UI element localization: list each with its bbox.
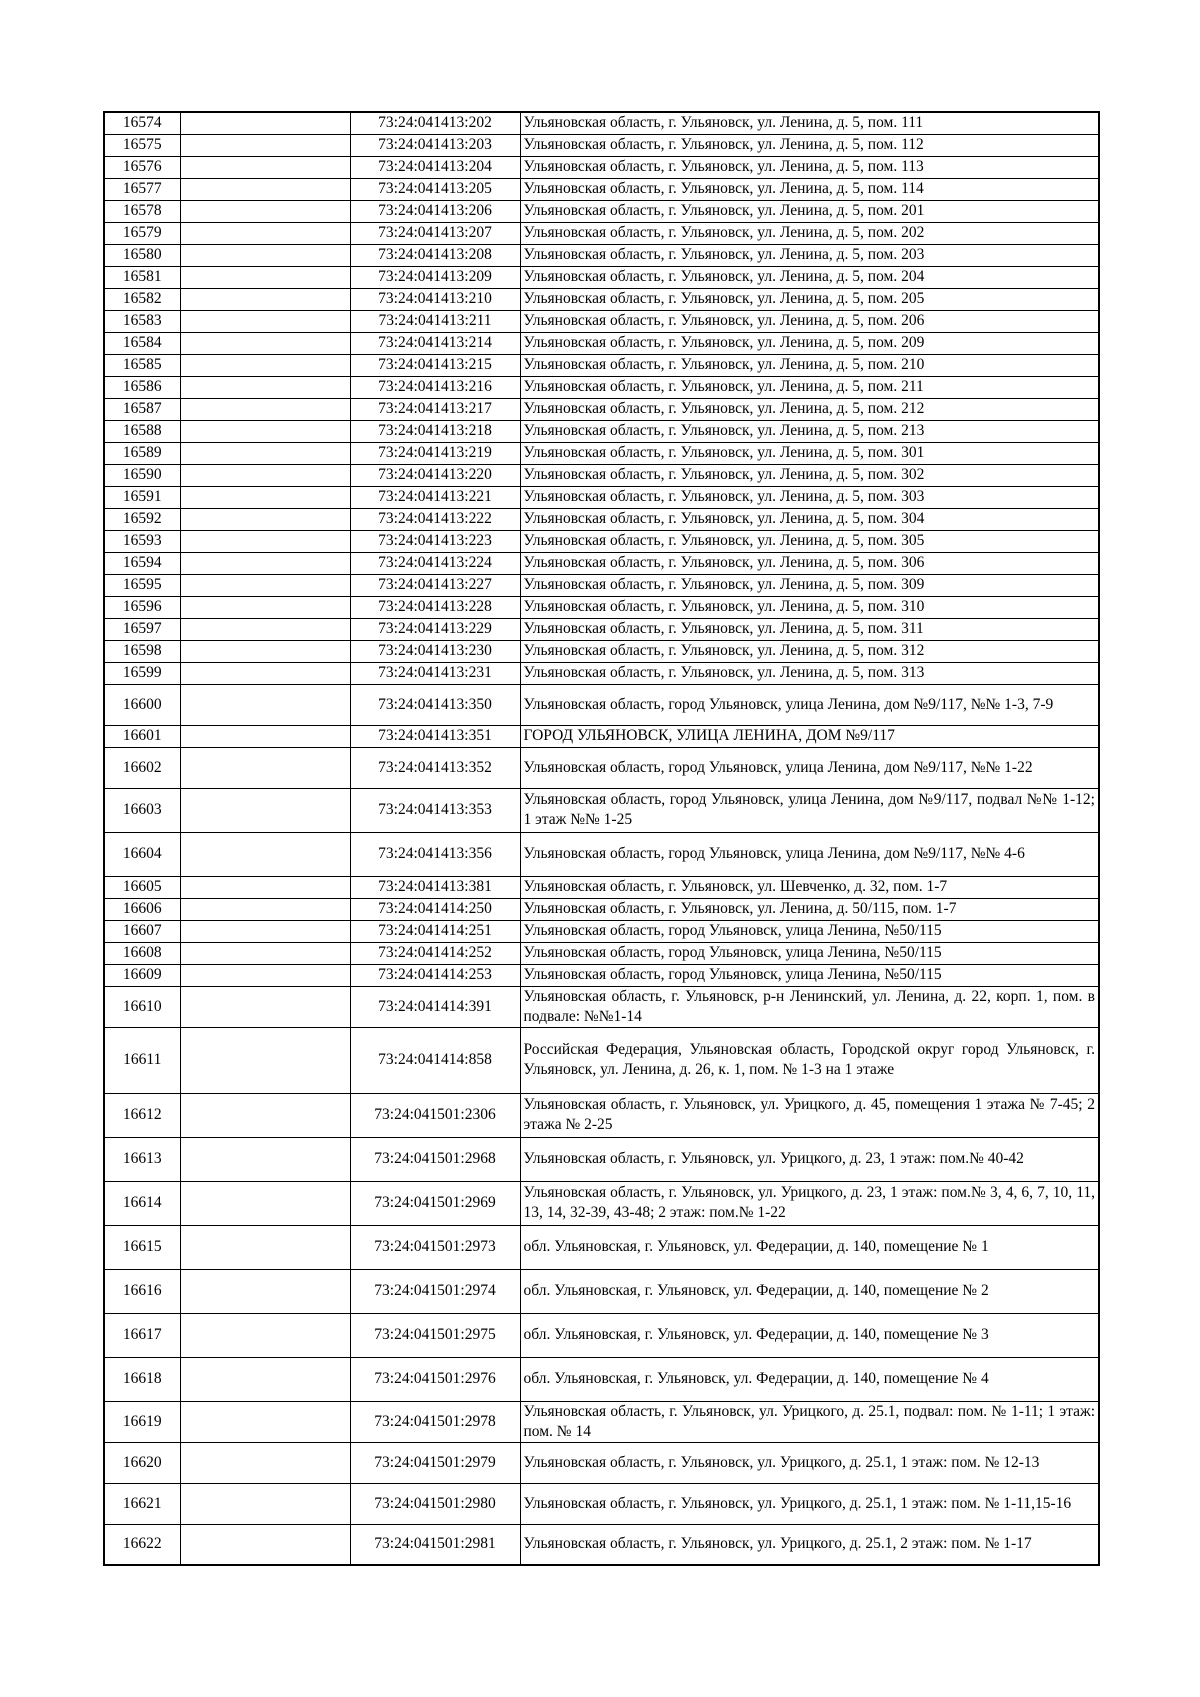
record-number-cell: 16599 [104,662,180,684]
cadastral-number-cell: 73:24:041501:2968 [350,1137,520,1181]
address-cell: Ульяновская область, г. Ульяновск, ул. Шевченко, д. 32, пом. 1-7 [520,876,1099,898]
address-cell: Ульяновская область, г. Ульяновск, ул. Ленина, д. 5, пом. 206 [520,310,1099,332]
address-cell: Ульяновская область, г. Ульяновск, ул. Урицкого, д. 25.1, 1 этаж: пом. № 1-11,15-16 [520,1483,1099,1524]
address-cell: Ульяновская область, г. Ульяновск, ул. Ленина, д. 5, пом. 204 [520,266,1099,288]
empty-cell [180,1027,350,1093]
record-number-cell: 16613 [104,1137,180,1181]
empty-cell [180,1483,350,1524]
record-number-cell: 16610 [104,986,180,1027]
address-cell: Ульяновская область, город Ульяновск, улица Ленина, №50/115 [520,964,1099,986]
cadastral-number-cell: 73:24:041501:2979 [350,1442,520,1483]
table-row [104,200,1099,222]
cadastral-number-cell: 73:24:041413:227 [350,574,520,596]
empty-cell [180,1181,350,1225]
record-number-cell: 16586 [104,376,180,398]
empty-cell [180,508,350,530]
address-cell: Ульяновская область, г. Ульяновск, ул. Ленина, д. 5, пом. 202 [520,222,1099,244]
cadastral-number-cell: 73:24:041414:391 [350,986,520,1027]
empty-cell [180,1357,350,1401]
record-number-cell: 16581 [104,266,180,288]
cadastral-number-cell: 73:24:041413:209 [350,266,520,288]
empty-cell [180,244,350,266]
cadastral-number-cell: 73:24:041413:352 [350,747,520,788]
empty-cell [180,640,350,662]
address-cell: Ульяновская область, г. Ульяновск, р-н Ленинский, ул. Ленина, д. 22, корп. 1, пом. в подвале: №№1-14 [520,986,1099,1027]
table-row [104,1357,1099,1401]
empty-cell [180,920,350,942]
table-row [104,662,1099,684]
record-number-cell: 16596 [104,596,180,618]
address-cell: Ульяновская область, г. Ульяновск, ул. Ленина, д. 5, пом. 211 [520,376,1099,398]
table-row [104,747,1099,788]
record-number-cell: 16614 [104,1181,180,1225]
cadastral-number-cell: 73:24:041413:381 [350,876,520,898]
address-cell: Ульяновская область, г. Ульяновск, ул. Ленина, д. 5, пом. 114 [520,178,1099,200]
empty-cell [180,112,350,134]
cadastral-number-cell: 73:24:041413:206 [350,200,520,222]
table-row [104,596,1099,618]
empty-cell [180,747,350,788]
cadastral-number-cell: 73:24:041413:214 [350,332,520,354]
record-number-cell: 16593 [104,530,180,552]
empty-cell [180,530,350,552]
empty-cell [180,832,350,876]
address-cell: Ульяновская область, город Ульяновск, улица Ленина, дом №9/117, подвал №№ 1-12; 1 этаж №№ 1-25 [520,788,1099,832]
record-number-cell: 16612 [104,1093,180,1137]
table-row [104,1269,1099,1313]
empty-cell [180,420,350,442]
address-cell: Ульяновская область, г. Ульяновск, ул. Ленина, д. 5, пом. 306 [520,552,1099,574]
cadastral-number-cell: 73:24:041413:222 [350,508,520,530]
address-cell: Российская Федерация, Ульяновская область, Городской округ город Ульяновск, г. Ульяновск, ул. Ленина, д. 26, к. 1, пом. № 1-3 на 1 этаже [520,1027,1099,1093]
table-row [104,1442,1099,1483]
address-cell: Ульяновская область, г. Ульяновск, ул. Урицкого, д. 45, помещения 1 этажа № 7-45; 2 этажа № 2-25 [520,1093,1099,1137]
cadastral-number-cell: 73:24:041413:215 [350,354,520,376]
empty-cell [180,486,350,508]
address-cell: Ульяновская область, г. Ульяновск, ул. Урицкого, д. 25.1, подвал: пом. № 1-11; 1 этаж: пом. № 14 [520,1401,1099,1442]
cadastral-number-cell: 73:24:041413:219 [350,442,520,464]
record-number-cell: 16608 [104,942,180,964]
empty-cell [180,222,350,244]
record-number-cell: 16588 [104,420,180,442]
table-row [104,288,1099,310]
cadastral-number-cell: 73:24:041414:252 [350,942,520,964]
cadastral-number-cell: 73:24:041501:2973 [350,1225,520,1269]
table-row [104,1181,1099,1225]
cadastral-number-cell: 73:24:041501:2306 [350,1093,520,1137]
empty-cell [180,942,350,964]
cadastral-number-cell: 73:24:041413:350 [350,684,520,725]
cadastral-number-cell: 73:24:041501:2978 [350,1401,520,1442]
record-number-cell: 16616 [104,1269,180,1313]
record-number-cell: 16576 [104,156,180,178]
table-row [104,832,1099,876]
table-row [104,376,1099,398]
address-cell: Ульяновская область, г. Ульяновск, ул. Ленина, д. 5, пом. 213 [520,420,1099,442]
table-row [104,1225,1099,1269]
table-row [104,574,1099,596]
address-cell: Ульяновская область, г. Ульяновск, ул. Ленина, д. 5, пом. 111 [520,112,1099,134]
table-row [104,266,1099,288]
cadastral-number-cell: 73:24:041413:221 [350,486,520,508]
record-number-cell: 16583 [104,310,180,332]
table-row [104,508,1099,530]
address-cell: Ульяновская область, г. Ульяновск, ул. Ленина, д. 5, пом. 209 [520,332,1099,354]
cadastral-number-cell: 73:24:041501:2969 [350,1181,520,1225]
record-number-cell: 16580 [104,244,180,266]
cadastral-number-cell: 73:24:041501:2976 [350,1357,520,1401]
record-number-cell: 16622 [104,1524,180,1565]
cadastral-number-cell: 73:24:041501:2974 [350,1269,520,1313]
record-number-cell: 16601 [104,725,180,747]
record-number-cell: 16582 [104,288,180,310]
empty-cell [180,788,350,832]
address-cell: Ульяновская область, г. Ульяновск, ул. Ленина, д. 5, пом. 303 [520,486,1099,508]
address-cell: обл. Ульяновская, г. Ульяновск, ул. Федерации, д. 140, помещение № 1 [520,1225,1099,1269]
cadastral-number-cell: 73:24:041413:216 [350,376,520,398]
table-row [104,1483,1099,1524]
cadastral-number-cell: 73:24:041413:217 [350,398,520,420]
table-row [104,134,1099,156]
record-number-cell: 16597 [104,618,180,640]
address-cell: Ульяновская область, г. Ульяновск, ул. Ленина, д. 5, пом. 212 [520,398,1099,420]
address-cell: Ульяновская область, г. Ульяновск, ул. Ленина, д. 5, пом. 304 [520,508,1099,530]
table-row [104,964,1099,986]
cadastral-number-cell: 73:24:041414:253 [350,964,520,986]
record-number-cell: 16587 [104,398,180,420]
table-row [104,1137,1099,1181]
cadastral-number-cell: 73:24:041413:220 [350,464,520,486]
cadastral-number-cell: 73:24:041413:210 [350,288,520,310]
empty-cell [180,1137,350,1181]
address-cell: Ульяновская область, город Ульяновск, улица Ленина, дом №9/117, №№ 4-6 [520,832,1099,876]
empty-cell [180,354,350,376]
cadastral-number-cell: 73:24:041413:223 [350,530,520,552]
record-number-cell: 16606 [104,898,180,920]
cadastral-number-cell: 73:24:041413:228 [350,596,520,618]
empty-cell [180,1313,350,1357]
record-number-cell: 16602 [104,747,180,788]
record-number-cell: 16591 [104,486,180,508]
empty-cell [180,442,350,464]
table-row [104,156,1099,178]
record-number-cell: 16617 [104,1313,180,1357]
table-row [104,618,1099,640]
table-row [104,942,1099,964]
address-cell: Ульяновская область, г. Ульяновск, ул. Ленина, д. 5, пом. 210 [520,354,1099,376]
record-number-cell: 16592 [104,508,180,530]
cadastral-number-cell: 73:24:041413:353 [350,788,520,832]
table-row [104,222,1099,244]
record-number-cell: 16598 [104,640,180,662]
address-cell: обл. Ульяновская, г. Ульяновск, ул. Федерации, д. 140, помещение № 2 [520,1269,1099,1313]
table-row [104,1313,1099,1357]
table-row [104,1524,1099,1565]
empty-cell [180,986,350,1027]
empty-cell [180,964,350,986]
empty-cell [180,134,350,156]
address-cell: Ульяновская область, город Ульяновск, улица Ленина, №50/115 [520,942,1099,964]
table-row [104,530,1099,552]
address-cell: Ульяновская область, г. Ульяновск, ул. Ленина, д. 5, пом. 301 [520,442,1099,464]
cadastral-number-cell: 73:24:041501:2981 [350,1524,520,1565]
cadastral-number-cell: 73:24:041413:218 [350,420,520,442]
empty-cell [180,596,350,618]
empty-cell [180,552,350,574]
address-cell: Ульяновская область, г. Ульяновск, ул. Ленина, д. 5, пом. 309 [520,574,1099,596]
cadastral-number-cell: 73:24:041501:2975 [350,1313,520,1357]
address-cell: Ульяновская область, г. Ульяновск, ул. Ленина, д. 5, пом. 203 [520,244,1099,266]
cadastral-number-cell: 73:24:041413:231 [350,662,520,684]
table-row [104,725,1099,747]
empty-cell [180,876,350,898]
address-cell: Ульяновская область, г. Ульяновск, ул. Урицкого, д. 25.1, 2 этаж: пом. № 1-17 [520,1524,1099,1565]
table-row [104,420,1099,442]
address-cell: ГОРОД УЛЬЯНОВСК, УЛИЦА ЛЕНИНА, ДОМ №9/117 [520,725,1099,747]
cadastral-number-cell: 73:24:041413:202 [350,112,520,134]
empty-cell [180,1269,350,1313]
record-number-cell: 16575 [104,134,180,156]
table-row [104,354,1099,376]
record-number-cell: 16605 [104,876,180,898]
record-number-cell: 16615 [104,1225,180,1269]
table-row [104,332,1099,354]
empty-cell [180,200,350,222]
empty-cell [180,1225,350,1269]
cadastral-number-cell: 73:24:041413:211 [350,310,520,332]
table-row [104,442,1099,464]
record-number-cell: 16619 [104,1401,180,1442]
cadastral-number-cell: 73:24:041414:251 [350,920,520,942]
record-number-cell: 16595 [104,574,180,596]
address-cell: обл. Ульяновская, г. Ульяновск, ул. Федерации, д. 140, помещение № 4 [520,1357,1099,1401]
record-number-cell: 16578 [104,200,180,222]
address-cell: Ульяновская область, г. Ульяновск, ул. Ленина, д. 5, пом. 205 [520,288,1099,310]
address-cell: Ульяновская область, г. Ульяновск, ул. Урицкого, д. 25.1, 1 этаж: пом. № 12-13 [520,1442,1099,1483]
cadastral-number-cell: 73:24:041413:204 [350,156,520,178]
record-number-cell: 16577 [104,178,180,200]
address-cell: Ульяновская область, г. Ульяновск, ул. Урицкого, д. 23, 1 этаж: пом.№ 3, 4, 6, 7, 10, 11, 13, 14, 32-39, 43-48; 2 этаж: пом.№ 1-22 [520,1181,1099,1225]
address-cell: Ульяновская область, г. Ульяновск, ул. Урицкого, д. 23, 1 этаж: пом.№ 40-42 [520,1137,1099,1181]
empty-cell [180,898,350,920]
registry-table [103,111,1100,1566]
empty-cell [180,310,350,332]
record-number-cell: 16574 [104,112,180,134]
record-number-cell: 16607 [104,920,180,942]
table-row [104,464,1099,486]
cadastral-number-cell: 73:24:041501:2980 [350,1483,520,1524]
address-cell: Ульяновская область, г. Ульяновск, ул. Ленина, д. 5, пом. 302 [520,464,1099,486]
table-row [104,1093,1099,1137]
empty-cell [180,574,350,596]
address-cell: Ульяновская область, г. Ульяновск, ул. Ленина, д. 5, пом. 311 [520,618,1099,640]
table-row [104,920,1099,942]
address-cell: обл. Ульяновская, г. Ульяновск, ул. Федерации, д. 140, помещение № 3 [520,1313,1099,1357]
empty-cell [180,684,350,725]
address-cell: Ульяновская область, г. Ульяновск, ул. Ленина, д. 5, пом. 313 [520,662,1099,684]
cadastral-number-cell: 73:24:041413:203 [350,134,520,156]
table-row [104,788,1099,832]
address-cell: Ульяновская область, г. Ульяновск, ул. Ленина, д. 5, пом. 201 [520,200,1099,222]
record-number-cell: 16584 [104,332,180,354]
cadastral-number-cell: 73:24:041413:205 [350,178,520,200]
cadastral-number-cell: 73:24:041413:207 [350,222,520,244]
empty-cell [180,156,350,178]
registry-table-body [104,112,1099,1565]
empty-cell [180,1401,350,1442]
address-cell: Ульяновская область, г. Ульяновск, ул. Ленина, д. 5, пом. 113 [520,156,1099,178]
record-number-cell: 16618 [104,1357,180,1401]
empty-cell [180,1093,350,1137]
table-row [104,244,1099,266]
record-number-cell: 16590 [104,464,180,486]
address-cell: Ульяновская область, город Ульяновск, улица Ленина, дом №9/117, №№ 1-3, 7-9 [520,684,1099,725]
empty-cell [180,662,350,684]
cadastral-number-cell: 73:24:041414:858 [350,1027,520,1093]
table-row [104,640,1099,662]
address-cell: Ульяновская область, г. Ульяновск, ул. Ленина, д. 5, пом. 312 [520,640,1099,662]
record-number-cell: 16600 [104,684,180,725]
address-cell: Ульяновская область, г. Ульяновск, ул. Ленина, д. 50/115, пом. 1-7 [520,898,1099,920]
empty-cell [180,266,350,288]
record-number-cell: 16594 [104,552,180,574]
table-row [104,552,1099,574]
table-row [104,112,1099,134]
table-row [104,398,1099,420]
empty-cell [180,332,350,354]
record-number-cell: 16621 [104,1483,180,1524]
table-row [104,986,1099,1027]
table-row [104,684,1099,725]
empty-cell [180,398,350,420]
empty-cell [180,618,350,640]
table-row [104,178,1099,200]
table-row [104,898,1099,920]
cadastral-number-cell: 73:24:041413:351 [350,725,520,747]
cadastral-number-cell: 73:24:041413:230 [350,640,520,662]
empty-cell [180,288,350,310]
record-number-cell: 16589 [104,442,180,464]
cadastral-number-cell: 73:24:041413:356 [350,832,520,876]
empty-cell [180,1442,350,1483]
empty-cell [180,376,350,398]
record-number-cell: 16585 [104,354,180,376]
cadastral-number-cell: 73:24:041414:250 [350,898,520,920]
empty-cell [180,1524,350,1565]
address-cell: Ульяновская область, г. Ульяновск, ул. Ленина, д. 5, пом. 305 [520,530,1099,552]
cadastral-number-cell: 73:24:041413:208 [350,244,520,266]
cadastral-number-cell: 73:24:041413:224 [350,552,520,574]
record-number-cell: 16611 [104,1027,180,1093]
empty-cell [180,725,350,747]
record-number-cell: 16620 [104,1442,180,1483]
empty-cell [180,464,350,486]
cadastral-number-cell: 73:24:041413:229 [350,618,520,640]
table-row [104,876,1099,898]
table-row [104,486,1099,508]
table-row [104,310,1099,332]
record-number-cell: 16603 [104,788,180,832]
address-cell: Ульяновская область, город Ульяновск, улица Ленина, дом №9/117, №№ 1-22 [520,747,1099,788]
record-number-cell: 16604 [104,832,180,876]
address-cell: Ульяновская область, г. Ульяновск, ул. Ленина, д. 5, пом. 112 [520,134,1099,156]
table-row [104,1027,1099,1093]
table-row [104,1401,1099,1442]
address-cell: Ульяновская область, г. Ульяновск, ул. Ленина, д. 5, пом. 310 [520,596,1099,618]
address-cell: Ульяновская область, город Ульяновск, улица Ленина, №50/115 [520,920,1099,942]
record-number-cell: 16609 [104,964,180,986]
empty-cell [180,178,350,200]
record-number-cell: 16579 [104,222,180,244]
